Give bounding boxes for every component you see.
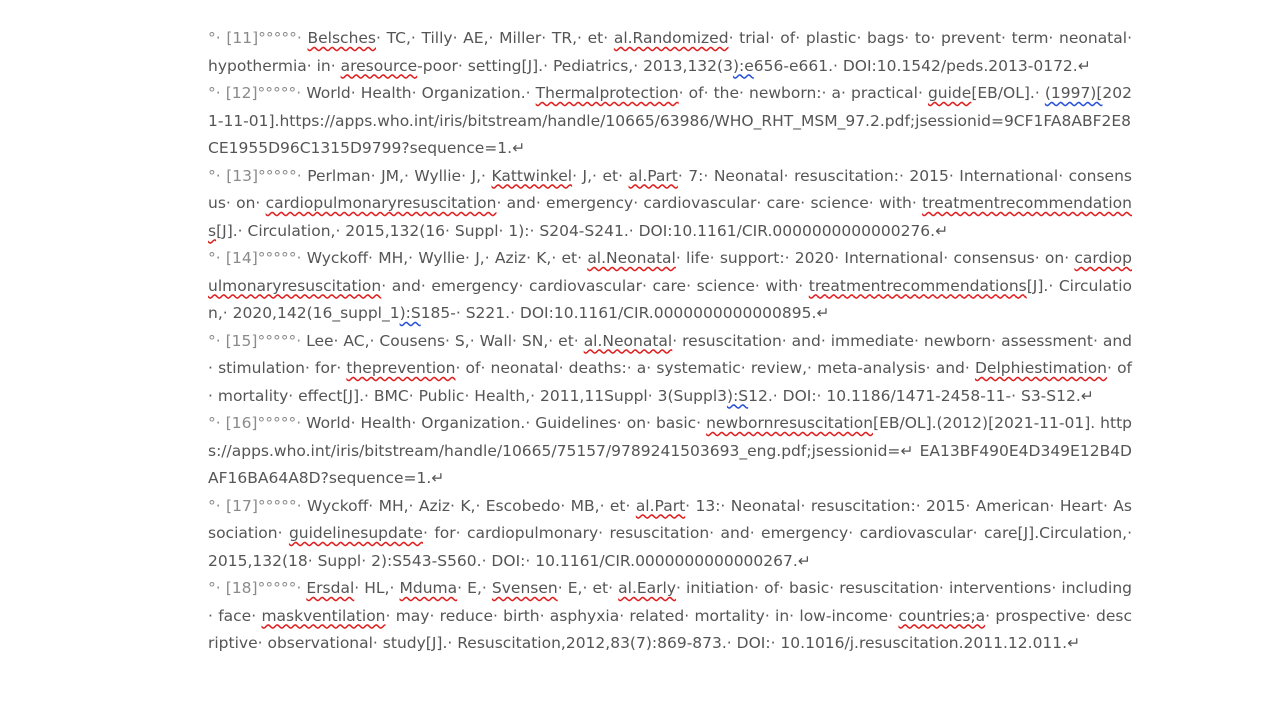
reference-text: [EB/OL].(2012)[2021-11-01]. https://apps.who.int/iris/bitstream/handle/10665/75157/9789241503693_eng.pdf;jsessionid=↵ EA13BF490E4D349E12B4DAF16BA64A8D?sequence=1.↵	[208, 414, 1132, 487]
spelling-error-word[interactable]: Kattwinkel	[491, 166, 573, 185]
reference-text: · trial· of· plastic· bags· to· prevent· term· neonatal· hypothermia· in·	[208, 29, 1132, 75]
reference-ref-12[interactable]	[208, 80, 1132, 163]
reference-text: World· Health· Organization.· Guidelines· on· basic·	[306, 414, 707, 432]
reference-text: Wyckoff· MH,· Wyllie· J,· Aziz· K,· et·	[306, 249, 588, 267]
grammar-error-text[interactable]: ):S	[399, 304, 421, 322]
reference-text: 185-· S221.· DOI:10.1161/CIR.0000000000000895.↵	[420, 304, 830, 322]
spelling-error-word[interactable]: al.Neonatal	[587, 249, 676, 267]
spelling-error-word[interactable]: guide	[927, 84, 972, 102]
reference-text: · initiation· of· basic· resuscitation· interventions· including· face·	[208, 579, 1132, 625]
spelling-error-word[interactable]: al.Part	[635, 496, 686, 515]
grammar-error-text[interactable]: ):e	[732, 56, 754, 75]
reference-ref-15[interactable]	[208, 328, 1132, 411]
spelling-error-word[interactable]: al.Part	[628, 166, 678, 185]
reference-text: [J].· Circulation,· 2020,142(16_suppl_1	[208, 276, 1133, 322]
reference-text: · and· emergency· cardiovascular· care· science· with·	[496, 194, 923, 212]
reference-text: 2021-11-01].https://apps.who.int/iris/bitstream/handle/10665/63986/WHO_RHT_MSM_97.2.pdf;jsessionid=9CF1FA8ABF2E8CE1955D96C1315D9799?sequence=1.↵	[208, 84, 1132, 157]
spelling-error-word[interactable]: Mduma	[399, 579, 458, 597]
reference-text: · prospective· descriptive· observational· study[J].· Resuscitation,2012,83(7):869-873.· DOI:· 10.1016/j.resuscitation.2011.12.011.↵	[208, 606, 1132, 652]
spelling-error-word[interactable]: al.Early	[618, 579, 677, 597]
spelling-error-word[interactable]: Belsches	[307, 29, 377, 47]
reference-text: · for· cardiopulmonary· resuscitation· and· emergency· cardiovascular· care[J].Circulation,· 2015,132(18· Suppl· 2):S543-S560.· DOI:· 10.1161/CIR.0000000000000267.↵	[208, 524, 1132, 570]
spelling-error-word[interactable]: guidelinesupdate	[288, 524, 423, 542]
reference-text: 656-e661.· DOI:10.1542/peds.2013-0172.↵	[753, 56, 1091, 75]
reference-text: -poor· setting[J].· Pediatrics,· 2013,132(3	[417, 56, 733, 75]
reference-text: · may· reduce· birth· asphyxia· related· mortality· in· low-income·	[385, 606, 899, 625]
reference-text: · of· neonatal· deaths:· a· systematic· review,· meta-analysis· and·	[455, 359, 975, 377]
spelling-error-word[interactable]: countries;a	[898, 606, 986, 625]
spelling-error-word[interactable]: Ersdal	[306, 579, 355, 597]
spelling-error-word[interactable]: cardiopulmonaryresuscitation	[265, 194, 497, 212]
reference-text: · TC,· Tilly· AE,· Miller· TR,· et·	[376, 29, 614, 47]
spelling-error-word[interactable]: Thermalprotection	[535, 84, 679, 102]
reference-ref-13[interactable]	[208, 163, 1132, 246]
spelling-error-word[interactable]: al.Neonatal	[583, 331, 673, 350]
reference-text: [J].· Circulation,· 2015,132(16· Suppl· 1):· S204-S241.· DOI:10.1161/CIR.0000000000000276.↵	[216, 221, 949, 240]
reference-number: °· [15]°°°°°·	[208, 331, 307, 350]
reference-text: Perlman· JM,· Wyllie· J,·	[307, 166, 492, 185]
spelling-error-word[interactable]: maskventilation	[261, 606, 386, 625]
reference-number: °· [16]°°°°°·	[208, 414, 307, 432]
reference-text: · resuscitation· and· immediate· newborn· assessment· and· stimulation· for·	[208, 331, 1132, 377]
reference-text: · J,· et·	[572, 166, 629, 185]
spelling-error-word[interactable]: cardiopulmonaryresuscitation	[208, 249, 1132, 295]
reference-text: · and· emergency· cardiovascular· care· science· with·	[381, 276, 809, 295]
reference-text: Lee· AC,· Cousens· S,· Wall· SN,· et·	[306, 331, 584, 350]
reference-text: World· Health· Organization.·	[306, 84, 536, 102]
reference-text: 12.· DOI:· 10.1186/1471-2458-11-· S3-S12.↵	[748, 386, 1094, 405]
spelling-error-word[interactable]: treatmentrecommendations	[208, 194, 1132, 240]
reference-text: · of· mortality· effect[J].· BMC· Public· Health,· 2011,11Suppl· 3(Suppl3	[208, 359, 1133, 405]
reference-text: · of· the· newborn:· a· practical·	[678, 84, 928, 102]
reference-ref-14[interactable]	[208, 245, 1132, 328]
reference-ref-17[interactable]	[208, 493, 1132, 576]
reference-number: °· [12]°°°°°·	[208, 84, 307, 102]
reference-text: · E,·	[457, 579, 492, 597]
grammar-error-text[interactable]: ):S	[727, 386, 749, 405]
spelling-error-word[interactable]: al.Randomized	[613, 29, 729, 47]
reference-text: · 13:· Neonatal· resuscitation:· 2015· American· Heart· Association·	[208, 496, 1132, 542]
reference-text: [EB/OL].·	[971, 84, 1045, 102]
spelling-error-word[interactable]: aresource	[340, 56, 418, 75]
reference-number: °· [17]°°°°°·	[208, 496, 307, 515]
reference-text: · 7:· Neonatal· resuscitation:· 2015· International· consensus· on·	[208, 166, 1132, 212]
reference-number: °· [13]°°°°°·	[208, 166, 308, 185]
grammar-error-text[interactable]: (1997)[	[1044, 84, 1103, 102]
spelling-error-word[interactable]: newbornresuscitation	[706, 414, 874, 432]
reference-text: Wyckoff· MH,· Aziz· K,· Escobedo· MB,· et·	[306, 496, 636, 515]
reference-ref-11[interactable]	[208, 25, 1132, 80]
reference-number: °· [14]°°°°°·	[208, 249, 307, 267]
reference-text: · HL,·	[354, 579, 400, 597]
spelling-error-word[interactable]: Svensen	[491, 579, 558, 597]
reference-text: · E,· et·	[557, 579, 619, 597]
spelling-error-word[interactable]: theprevention	[346, 359, 456, 377]
spelling-error-word[interactable]: Delphiestimation	[974, 359, 1107, 377]
reference-text: · life· support:· 2020· International· consensus· on·	[675, 249, 1075, 267]
reference-number: °· [11]°°°°°·	[208, 29, 308, 47]
reference-ref-18[interactable]	[208, 575, 1132, 658]
document-page[interactable]	[208, 25, 1132, 658]
spelling-error-word[interactable]: treatmentrecommendations	[808, 276, 1027, 295]
reference-ref-16[interactable]	[208, 410, 1132, 493]
reference-number: °· [18]°°°°°·	[208, 579, 307, 597]
